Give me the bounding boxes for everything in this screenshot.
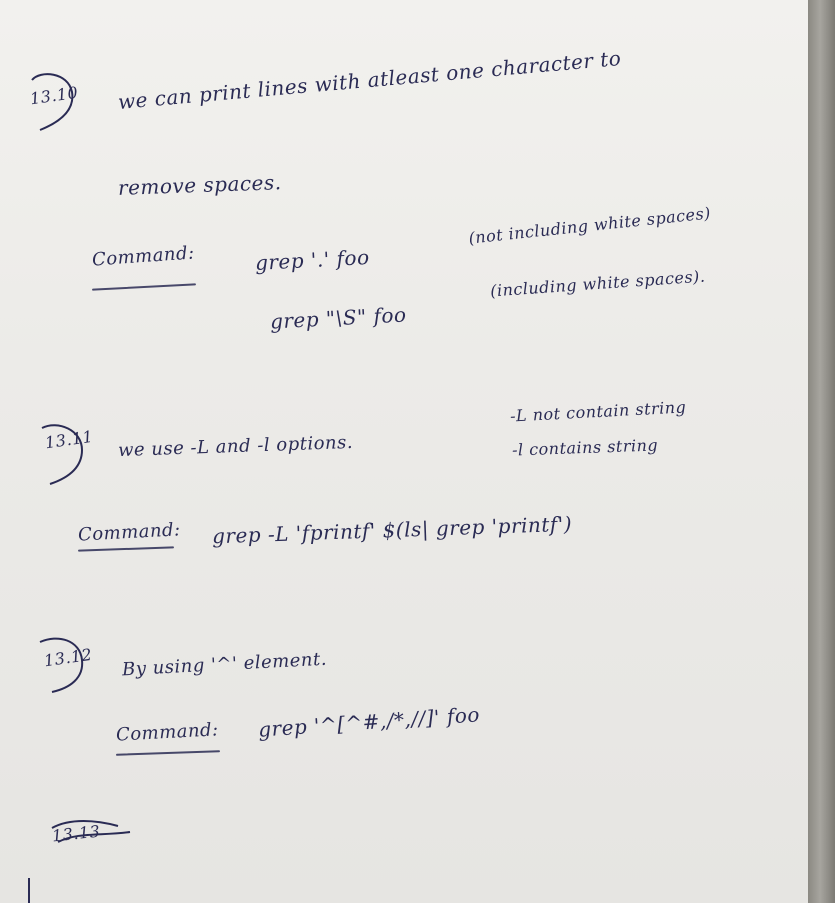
note-l-option: -l contains string (511, 435, 659, 460)
command-label-13-11: Command: (77, 519, 182, 546)
note-including: (including white spaces). (489, 266, 706, 301)
note-not-including: (not including white spaces) (467, 203, 712, 248)
note-L-option: -L not contain string (509, 397, 687, 426)
question-number-13-10: 13.10 (28, 82, 80, 109)
command-label-13-10: Command: (91, 242, 196, 271)
question-number-13-13: 13.13 (51, 821, 102, 846)
question-number-13-11: 13.11 (43, 426, 95, 453)
background-edge (808, 0, 835, 903)
command-label-13-12: Command: (115, 719, 220, 746)
question-number-13-12: 13.12 (42, 644, 94, 671)
command-grep-L: grep -L 'fprintf' $(ls| grep 'printf') (211, 511, 573, 549)
answer-13-11: we use -L and -l options. (117, 431, 354, 462)
answer-13-12: By using '^' element. (121, 648, 328, 681)
command-grep-caret: grep '^[^#,/*,//]' foo (257, 702, 481, 742)
answer-line-1: we can print lines with atleast one character to (116, 46, 623, 114)
command-grep-dot: grep '.' foo (254, 245, 371, 275)
answer-line-2: remove spaces. (117, 170, 282, 200)
command-grep-s: grep "\S" foo (269, 302, 408, 334)
page-edge-mark (28, 878, 30, 903)
